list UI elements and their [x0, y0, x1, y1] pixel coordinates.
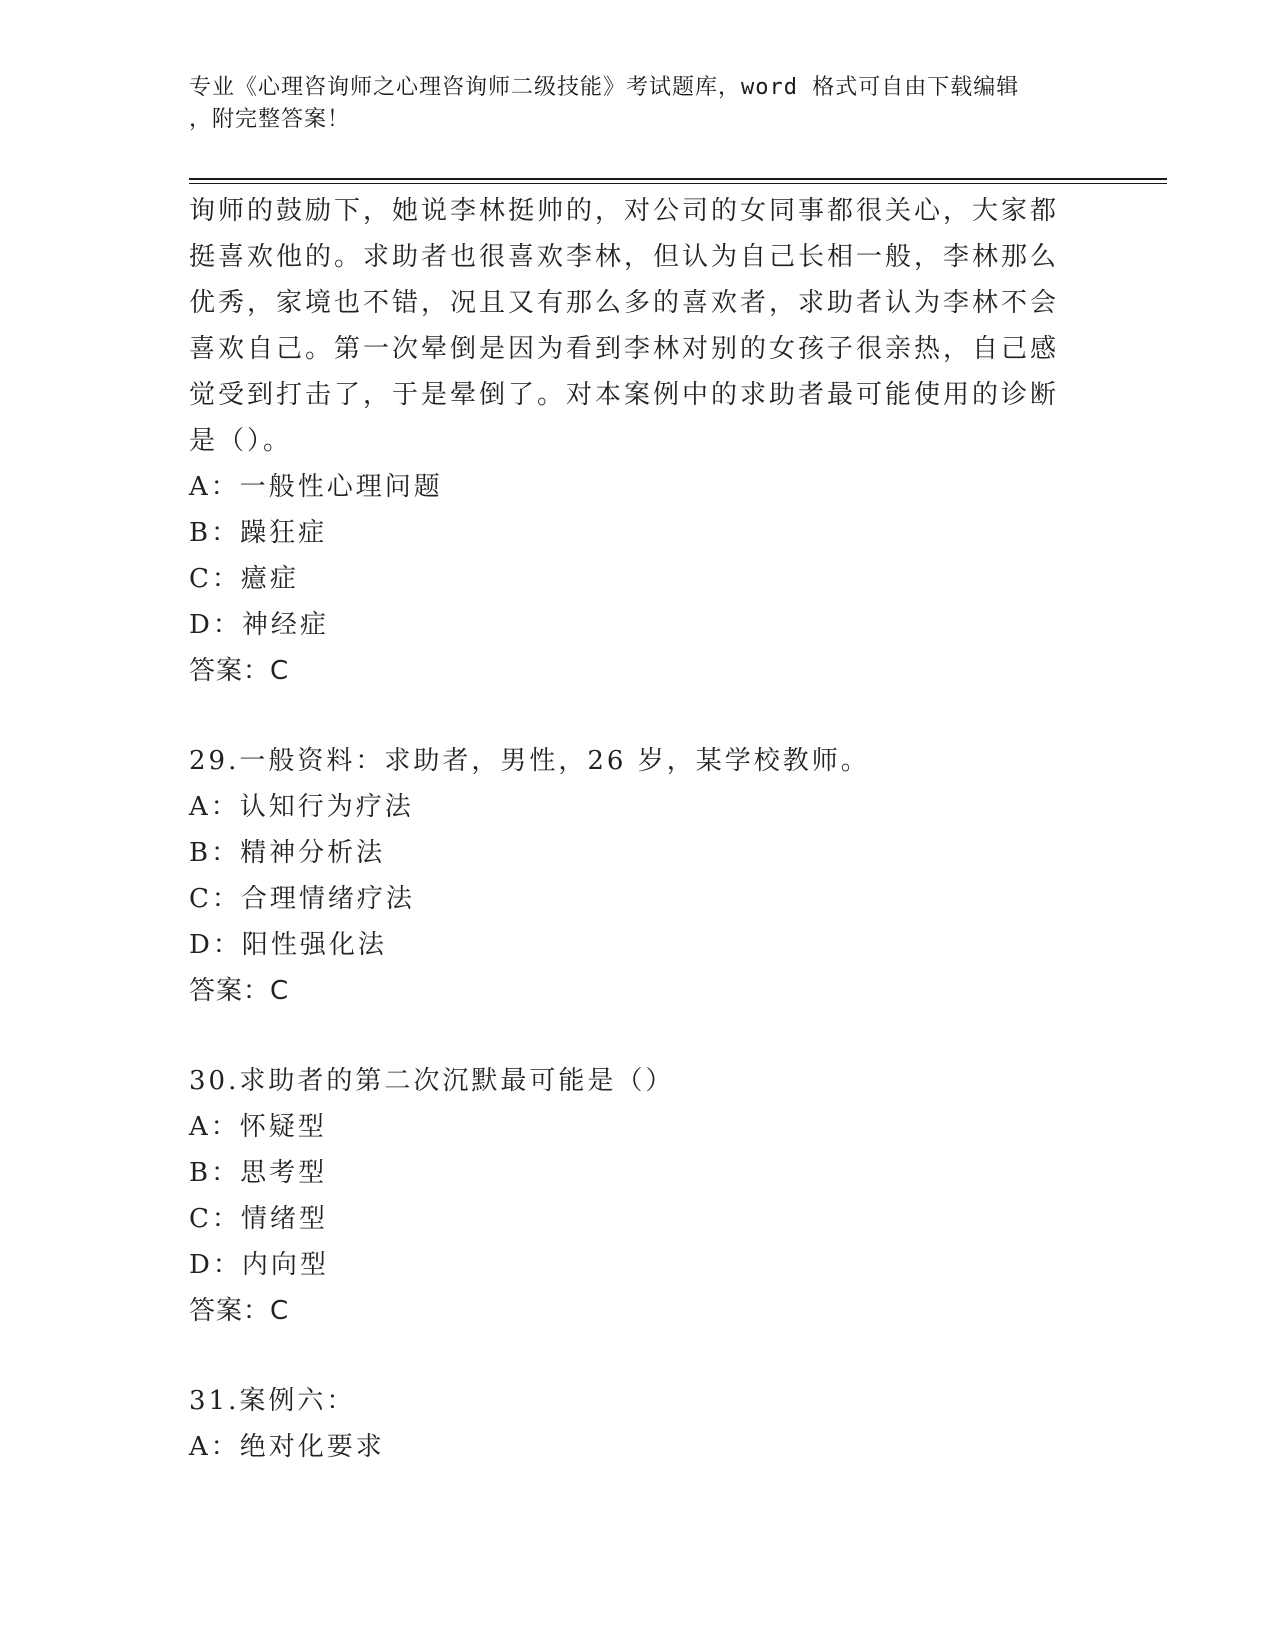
header-line-2: ，附完整答案！: [189, 107, 351, 132]
question-stem: 29.一般资料：求助者，男性，26 岁，某学校教师。: [189, 746, 870, 776]
document-header: [189, 72, 1069, 136]
option-a: A：认知行为疗法: [189, 792, 414, 822]
option-d: D：神经症: [189, 610, 329, 640]
question-stem-line: 挺喜欢他的。求助者也很喜欢李林，但认为自己长相一般，李林那么: [189, 242, 1060, 272]
option-c: C：合理情绪疗法: [189, 884, 415, 914]
question-stem-line: 是（）。: [189, 426, 293, 456]
question-30: [189, 1058, 1069, 1334]
question-stem-line: 优秀，家境也不错，况且又有那么多的喜欢者，求助者认为李林不会: [189, 288, 1060, 318]
header-divider-thick: [189, 178, 1167, 180]
header-divider-thin: [189, 183, 1167, 184]
option-a: A：绝对化要求: [189, 1432, 385, 1462]
option-b: B：精神分析法: [189, 838, 386, 868]
option-a: A：怀疑型: [189, 1112, 327, 1142]
option-d: D：阳性强化法: [189, 930, 387, 960]
question-stem: 30.求助者的第二次沉默最可能是（）: [189, 1066, 675, 1096]
answer: 答案：C: [189, 1296, 290, 1326]
question-content: [189, 188, 1069, 1470]
spacer: [189, 1334, 1069, 1378]
question-31: [189, 1378, 1069, 1470]
answer: 答案：C: [189, 976, 290, 1006]
spacer: [189, 694, 1069, 738]
option-a: A：一般性心理问题: [189, 472, 443, 502]
option-b: B：躁狂症: [189, 518, 328, 548]
option-c: C：情绪型: [189, 1204, 328, 1234]
option-c: C：癔症: [189, 564, 299, 594]
question-stem-line: 觉受到打击了，于是晕倒了。对本案例中的求助者最可能使用的诊断: [189, 380, 1060, 410]
spacer: [189, 1014, 1069, 1058]
question-stem: 31.案例六：: [189, 1386, 356, 1416]
question-stem-line: 询师的鼓励下，她说李林挺帅的，对公司的女同事都很关心，大家都: [189, 196, 1060, 226]
question-29: [189, 738, 1069, 1014]
question-28: [189, 188, 1069, 694]
question-stem-line: 喜欢自己。第一次晕倒是因为看到李林对别的女孩子很亲热，自己感: [189, 334, 1060, 364]
option-b: B：思考型: [189, 1158, 328, 1188]
answer: 答案：C: [189, 656, 290, 686]
header-line-1: 专业《心理咨询师之心理咨询师二级技能》考试题库，word 格式可自由下载编辑: [189, 75, 1020, 100]
option-d: D：内向型: [189, 1250, 329, 1280]
